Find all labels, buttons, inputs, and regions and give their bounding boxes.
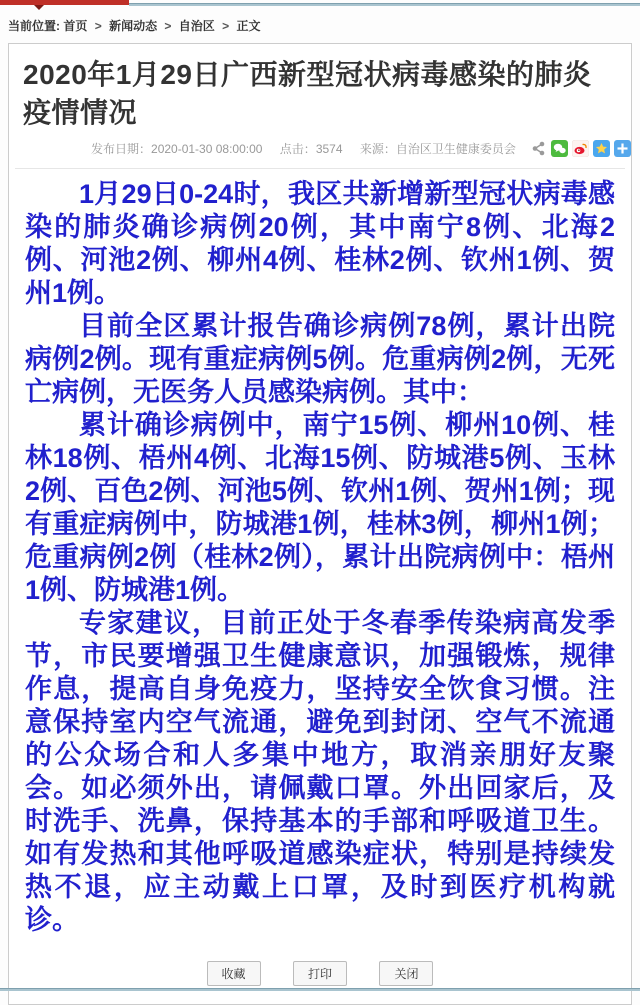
close-button[interactable]: 关闭 [379,961,433,986]
breadcrumb [0,7,640,41]
action-buttons [9,961,631,986]
breadcrumb-news-link[interactable]: 新闻动态 [109,19,158,33]
source: 来源：自治区卫生健康委员会 [359,142,516,156]
publish-date: 发布日期：2020-01-30 08:00:00 [91,142,263,156]
breadcrumb-region-link[interactable]: 自治区 [178,19,215,33]
wechat-icon[interactable] [551,140,568,157]
article-meta [23,140,617,157]
paragraph-totals: 目前全区累计报告确诊病例78例，累计出院病例2例。现有重症病例5例。危重病例2例，无死亡病例，无医务人员感染病例。其中： [25,311,615,407]
paragraph-expert-advice: 专家建议，目前正处于冬春季传染病高发季节，市民要增强卫生健康意识，加强锻炼，规律作息，提高自身免疫力，坚持安全饮食习惯。注意保持室内空气流通，避免到封闭、空气不流通的公众场合和人多集中地方，取消亲朋好友聚会。如必须外出，请佩戴口罩。外出回家后，及时洗手、洗鼻，保持基本的手部和呼吸道卫生。如有发热和其他呼吸道感染症状，特别是持续发热不退，应主动戴上口罩，及时到医疗机构就诊。 [25,608,615,935]
more-share-icon[interactable] [614,140,631,157]
share-arrows-icon[interactable] [530,140,547,157]
meta-text [91,140,530,157]
paragraph-breakdown: 累计确诊病例中，南宁15例、柳州10例、桂林18例、梧州4例、北海15例、防城港5例、玉林2例、百色2例、河池5例、钦州1例、贺州1例；现有重症病例中，防城港1例，桂林3例，柳州1例；危重病例2例（桂林2例），累计出院病例中：梧州1例、防城港1例。 [25,410,615,605]
article-body [9,178,631,937]
tab-arrow-icon [34,5,44,10]
weibo-icon[interactable] [572,140,589,157]
meta-divider [15,168,625,169]
breadcrumb-home-link[interactable]: 首页 [63,19,88,33]
bottom-divider-line [0,988,640,991]
article-container [8,43,632,1005]
breadcrumb-label: 当前位置: [8,19,60,33]
breadcrumb-separator: > [164,19,172,33]
active-tab-indicator [0,0,129,5]
top-nav-strip [0,0,640,7]
print-button[interactable]: 打印 [293,961,347,986]
qzone-icon[interactable] [593,140,610,157]
view-count: 点击：3574 [279,142,343,156]
top-divider-line [129,3,640,6]
favorite-button[interactable]: 收藏 [207,961,261,986]
breadcrumb-separator: > [222,19,230,33]
share-buttons [530,140,631,157]
breadcrumb-separator: > [94,19,102,33]
article-title: 2020年1月29日广西新型冠状病毒感染的肺炎疫情情况 [23,59,592,128]
paragraph-new-cases: 1月29日0-24时，我区共新增新型冠状病毒感染的肺炎确诊病例20例，其中南宁8例、北海2例、河池2例、柳州4例、桂林2例、钦州1例、贺州1例。 [25,179,615,308]
breadcrumb-current: 正文 [236,19,261,33]
